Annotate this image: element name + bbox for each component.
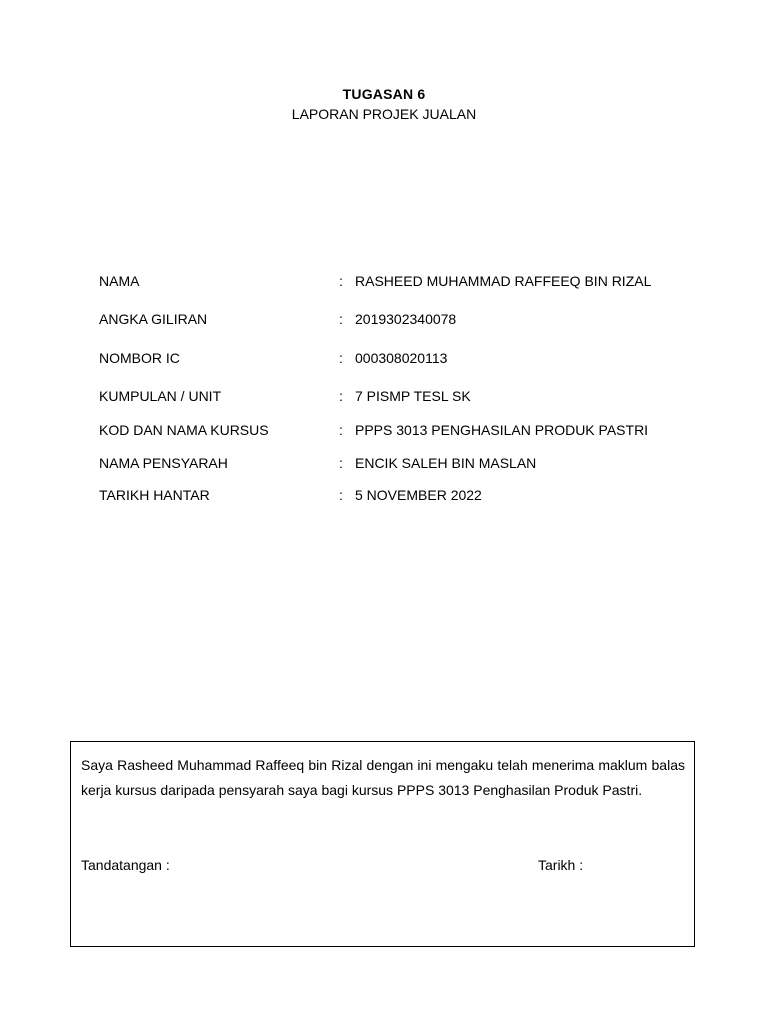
info-row-nombor-ic [0,350,768,370]
info-row-kod-kursus [0,422,768,442]
info-value: ENCIK SALEH BIN MASLAN [355,455,537,471]
info-row-angka-giliran [0,311,768,331]
info-separator: : [339,422,343,438]
info-separator: : [339,311,343,327]
date-label: Tarikh : [538,857,584,873]
info-label: TARIKH HANTAR [99,487,210,503]
info-row-kumpulan-unit [0,388,768,408]
info-label: KUMPULAN / UNIT [99,388,222,404]
info-value: 2019302340078 [355,311,457,327]
info-separator: : [339,388,343,404]
info-label: ANGKA GILIRAN [99,311,208,327]
info-value: RASHEED MUHAMMAD RAFFEEQ BIN RIZAL [355,273,652,289]
document-title: TUGASAN 6 [342,86,426,102]
declaration-text: Saya Rasheed Muhammad Raffeeq bin Rizal dengan ini mengaku telah menerima maklum balas kerja kursus daripada pensyarah saya bagi kursus PPPS 3013 Penghasilan Produk Pastri. [81,757,685,798]
info-value: 7 PISMP TESL SK [355,388,471,404]
info-label: NOMBOR IC [99,350,180,366]
info-value: PPPS 3013 PENGHASILAN PRODUK PASTRI [355,422,649,438]
info-row-nama [0,273,768,293]
info-label: KOD DAN NAMA KURSUS [99,422,269,438]
info-label: NAMA [99,273,140,289]
info-row-tarikh-hantar [0,487,768,507]
info-separator: : [339,350,343,366]
declaration-box [70,741,695,947]
document-subtitle: LAPORAN PROJEK JUALAN [291,106,477,122]
info-label: NAMA PENSYARAH [99,455,228,471]
info-row-nama-pensyarah [0,455,768,475]
info-separator: : [339,273,343,289]
info-separator: : [339,455,343,471]
signature-label: Tandatangan : [81,857,170,873]
info-value: 000308020113 [355,350,448,366]
info-value: 5 NOVEMBER 2022 [355,487,482,503]
info-separator: : [339,487,343,503]
